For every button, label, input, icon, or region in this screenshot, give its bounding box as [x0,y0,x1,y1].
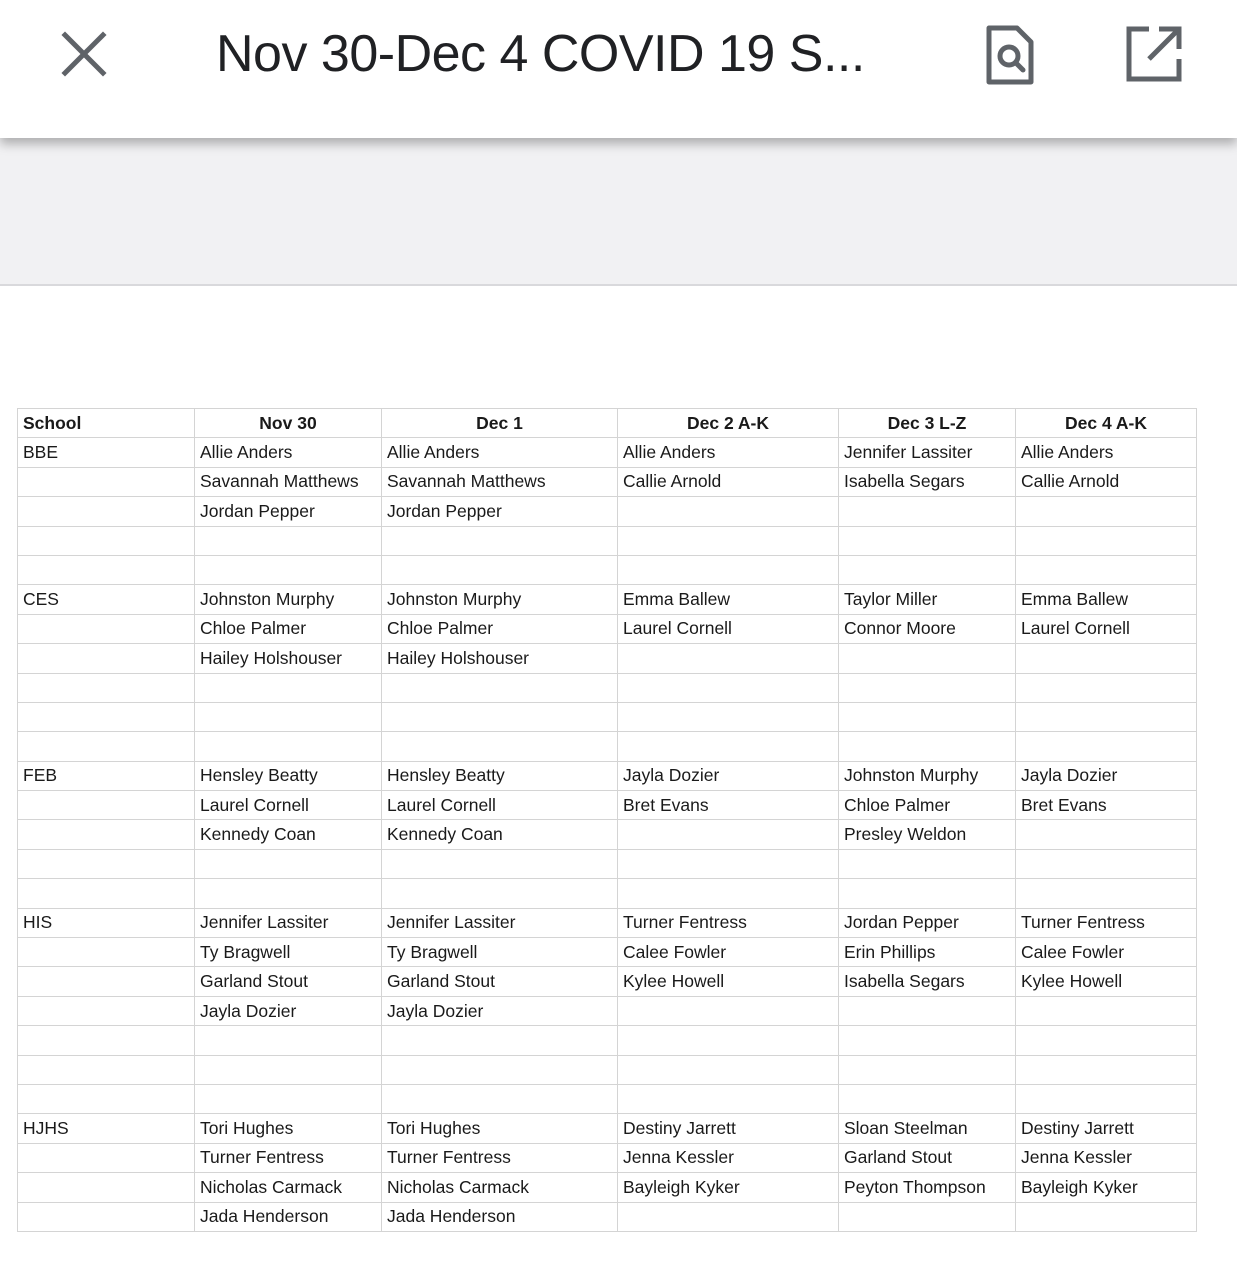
name-cell [618,526,839,555]
name-cell [1016,1202,1197,1231]
name-cell: Ty Bragwell [195,938,382,967]
name-cell: Jennifer Lassiter [839,438,1016,467]
school-cell [18,1055,195,1084]
school-cell [18,820,195,849]
name-cell [618,497,839,526]
column-header: Dec 2 A-K [618,409,839,438]
name-cell [1016,497,1197,526]
table-row [18,1173,1197,1202]
name-cell: Jada Henderson [195,1202,382,1231]
school-cell [18,702,195,731]
name-cell: Jennifer Lassiter [382,908,618,937]
column-header: Nov 30 [195,409,382,438]
school-cell [18,1143,195,1172]
name-cell: Destiny Jarrett [1016,1114,1197,1143]
name-cell [839,644,1016,673]
name-cell [839,1084,1016,1113]
name-cell [195,732,382,761]
close-button[interactable] [52,22,116,86]
name-cell [618,1026,839,1055]
school-cell [18,497,195,526]
name-cell [382,732,618,761]
table-row [18,996,1197,1025]
table-row [18,497,1197,526]
name-cell: Jayla Dozier [1016,761,1197,790]
school-cell [18,644,195,673]
name-cell: Isabella Segars [839,467,1016,496]
close-icon [61,31,107,77]
table-row [18,1143,1197,1172]
name-cell [382,849,618,878]
school-cell [18,526,195,555]
name-cell: Jordan Pepper [382,497,618,526]
name-cell: Jada Henderson [382,1202,618,1231]
name-cell: Calee Fowler [1016,938,1197,967]
name-cell [195,1084,382,1113]
name-cell: Savannah Matthews [195,467,382,496]
name-cell [618,996,839,1025]
table-row [18,732,1197,761]
name-cell: Laurel Cornell [618,614,839,643]
name-cell: Chloe Palmer [839,791,1016,820]
find-in-page-icon [985,24,1035,86]
name-cell [839,732,1016,761]
school-cell [18,967,195,996]
name-cell [839,1202,1016,1231]
name-cell [195,879,382,908]
name-cell: Calee Fowler [618,938,839,967]
name-cell: Callie Arnold [1016,467,1197,496]
name-cell: Presley Weldon [839,820,1016,849]
viewer-toolbar [0,0,1237,138]
column-header: Dec 1 [382,409,618,438]
name-cell [618,849,839,878]
name-cell: Johnston Murphy [382,585,618,614]
name-cell [382,1055,618,1084]
name-cell [839,555,1016,584]
name-cell [1016,1026,1197,1055]
find-in-page-button[interactable] [978,20,1042,90]
table-row [18,820,1197,849]
name-cell: Jayla Dozier [195,996,382,1025]
school-cell [18,673,195,702]
table-row [18,702,1197,731]
name-cell [618,1084,839,1113]
name-cell: Isabella Segars [839,967,1016,996]
table-row [18,1114,1197,1143]
name-cell [382,1026,618,1055]
school-cell [18,849,195,878]
school-cell: HIS [18,908,195,937]
name-cell [618,555,839,584]
school-cell [18,938,195,967]
name-cell: Allie Anders [1016,438,1197,467]
name-cell [618,644,839,673]
name-cell [1016,1084,1197,1113]
table-row [18,761,1197,790]
school-cell [18,614,195,643]
name-cell [1016,879,1197,908]
name-cell [195,555,382,584]
name-cell [195,673,382,702]
table-row [18,438,1197,467]
table-row [18,614,1197,643]
name-cell: Jordan Pepper [195,497,382,526]
name-cell: Hailey Holshouser [382,644,618,673]
name-cell [618,702,839,731]
name-cell: Nicholas Carmack [382,1173,618,1202]
table-row [18,555,1197,584]
table-body [18,438,1197,1232]
name-cell: Garland Stout [195,967,382,996]
name-cell: Laurel Cornell [195,791,382,820]
name-cell [1016,849,1197,878]
table-row [18,644,1197,673]
name-cell: Jennifer Lassiter [195,908,382,937]
name-cell [382,879,618,908]
name-cell: Sloan Steelman [839,1114,1016,1143]
name-cell: Garland Stout [839,1143,1016,1172]
name-cell [1016,526,1197,555]
name-cell: Turner Fentress [382,1143,618,1172]
column-header: Dec 3 L-Z [839,409,1016,438]
name-cell [839,702,1016,731]
table-row [18,467,1197,496]
table-row [18,879,1197,908]
school-cell [18,1202,195,1231]
name-cell [839,526,1016,555]
school-cell [18,879,195,908]
school-cell: BBE [18,438,195,467]
name-cell [618,1202,839,1231]
open-external-button[interactable] [1120,20,1188,88]
name-cell: Chloe Palmer [382,614,618,643]
name-cell [839,1055,1016,1084]
name-cell [839,996,1016,1025]
header-row [18,409,1197,438]
name-cell: Destiny Jarrett [618,1114,839,1143]
name-cell: Bayleigh Kyker [618,1173,839,1202]
name-cell: Tori Hughes [382,1114,618,1143]
name-cell [618,879,839,908]
name-cell: Allie Anders [618,438,839,467]
table-row [18,585,1197,614]
school-cell [18,1026,195,1055]
name-cell: Bayleigh Kyker [1016,1173,1197,1202]
name-cell: Jordan Pepper [839,908,1016,937]
table-row [18,1026,1197,1055]
school-cell [18,791,195,820]
open-external-icon [1125,25,1183,83]
name-cell: Hensley Beatty [382,761,618,790]
name-cell [1016,820,1197,849]
name-cell: Johnston Murphy [839,761,1016,790]
name-cell: Laurel Cornell [382,791,618,820]
school-cell [18,467,195,496]
name-cell: Kylee Howell [618,967,839,996]
table-row [18,938,1197,967]
name-cell [382,555,618,584]
school-cell: FEB [18,761,195,790]
document-title: Nov 30-Dec 4 COVID 19 S... [216,25,865,83]
name-cell: Garland Stout [382,967,618,996]
table-row [18,1202,1197,1231]
name-cell [382,673,618,702]
name-cell: Connor Moore [839,614,1016,643]
school-cell [18,555,195,584]
name-cell [1016,673,1197,702]
name-cell [1016,702,1197,731]
name-cell: Taylor Miller [839,585,1016,614]
name-cell: Savannah Matthews [382,467,618,496]
document-page [0,286,1237,1280]
name-cell [1016,996,1197,1025]
schedule-table [17,408,1197,1232]
name-cell [382,702,618,731]
name-cell: Emma Ballew [1016,585,1197,614]
name-cell [1016,555,1197,584]
name-cell: Turner Fentress [618,908,839,937]
name-cell: Turner Fentress [195,1143,382,1172]
school-cell [18,732,195,761]
name-cell [1016,644,1197,673]
name-cell: Kennedy Coan [195,820,382,849]
name-cell: Ty Bragwell [382,938,618,967]
table-row [18,673,1197,702]
name-cell [839,673,1016,702]
name-cell: Kylee Howell [1016,967,1197,996]
name-cell [618,820,839,849]
name-cell: Johnston Murphy [195,585,382,614]
name-cell [839,497,1016,526]
name-cell [195,702,382,731]
name-cell [195,526,382,555]
name-cell [195,1055,382,1084]
name-cell: Jayla Dozier [618,761,839,790]
name-cell: Emma Ballew [618,585,839,614]
name-cell [839,879,1016,908]
column-header: Dec 4 A-K [1016,409,1197,438]
table-row [18,791,1197,820]
school-cell: HJHS [18,1114,195,1143]
name-cell [618,1055,839,1084]
school-cell [18,1084,195,1113]
name-cell: Bret Evans [618,791,839,820]
name-cell: Allie Anders [382,438,618,467]
name-cell: Nicholas Carmack [195,1173,382,1202]
school-cell [18,1173,195,1202]
table-row [18,1055,1197,1084]
name-cell: Allie Anders [195,438,382,467]
name-cell [618,673,839,702]
name-cell: Bret Evans [1016,791,1197,820]
name-cell: Turner Fentress [1016,908,1197,937]
name-cell [382,526,618,555]
table-row [18,849,1197,878]
name-cell: Callie Arnold [618,467,839,496]
name-cell: Hensley Beatty [195,761,382,790]
name-cell: Laurel Cornell [1016,614,1197,643]
school-cell: CES [18,585,195,614]
table-row [18,967,1197,996]
name-cell: Peyton Thompson [839,1173,1016,1202]
name-cell: Jenna Kessler [1016,1143,1197,1172]
name-cell: Tori Hughes [195,1114,382,1143]
school-cell [18,996,195,1025]
name-cell [1016,732,1197,761]
name-cell [195,849,382,878]
name-cell [839,1026,1016,1055]
name-cell [1016,1055,1197,1084]
table-row [18,1084,1197,1113]
name-cell: Jayla Dozier [382,996,618,1025]
name-cell: Chloe Palmer [195,614,382,643]
name-cell [618,732,839,761]
column-header: School [18,409,195,438]
name-cell: Jenna Kessler [618,1143,839,1172]
page-gap [0,138,1237,286]
name-cell: Hailey Holshouser [195,644,382,673]
name-cell [382,1084,618,1113]
table-row [18,908,1197,937]
name-cell: Kennedy Coan [382,820,618,849]
name-cell: Erin Phillips [839,938,1016,967]
name-cell [195,1026,382,1055]
table-row [18,526,1197,555]
name-cell [839,849,1016,878]
